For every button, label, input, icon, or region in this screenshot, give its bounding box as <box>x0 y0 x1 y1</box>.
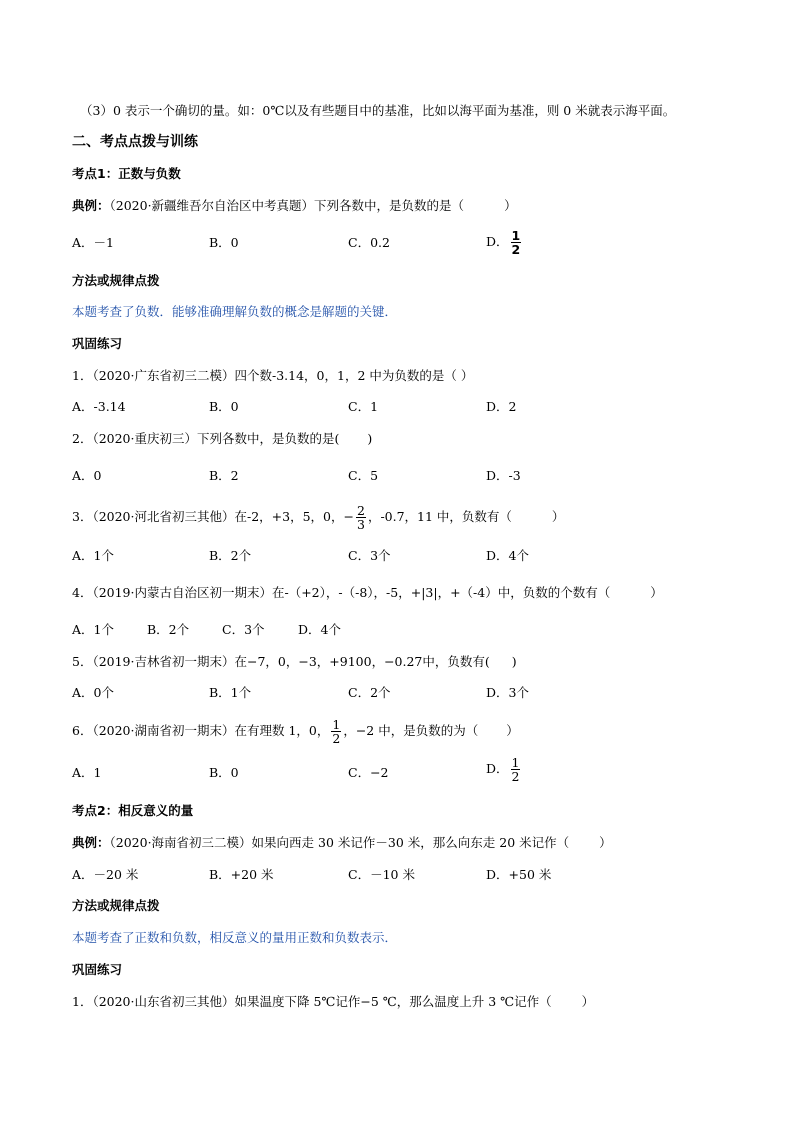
option-c: C．3个 <box>222 622 265 637</box>
option-b: B．1个 <box>209 685 252 700</box>
option-a: A．1 <box>72 765 102 780</box>
example-label: 典例： <box>72 835 110 850</box>
option-c: C．－10 米 <box>348 867 415 882</box>
option-a: A．－1 <box>72 235 114 250</box>
option-c: C．−2 <box>348 765 389 780</box>
option-b: B．+20 米 <box>209 867 274 882</box>
option-b: B．2 <box>209 468 239 483</box>
option-c: C．3个 <box>348 548 391 563</box>
example-close: ） <box>504 198 517 213</box>
option-d: D． $\frac{1}{2}$ <box>486 228 521 257</box>
kp1-practice-title: 巩固练习 <box>72 336 123 351</box>
intro-line: （3）0 表示一个确切的量。如：0℃以及有些题目中的基准，比如以海平面为基准，则 0 米就表示海平面。 <box>80 103 676 118</box>
option-d: D． $\frac{1}{2}$ <box>486 755 520 784</box>
option-d: D．4个 <box>486 548 529 563</box>
option-d: D．3个 <box>486 685 529 700</box>
kp1-example <box>72 198 517 214</box>
option-b: B．0 <box>209 765 239 780</box>
kp1-method-title: 方法或规律点拨 <box>72 273 160 288</box>
example-label: 典例： <box>72 198 110 213</box>
kp2-method-title: 方法或规律点拨 <box>72 898 160 913</box>
option-a: A．1个 <box>72 548 114 563</box>
option-a: A．-3.14 <box>72 399 126 414</box>
example-close: ） <box>599 835 612 850</box>
question-2: 2．（2020·重庆初三）下列各数中，是负数的是( ) <box>72 431 373 446</box>
option-a: A．0 <box>72 468 102 483</box>
option-c: C．0.2 <box>348 235 390 250</box>
question-3: 3．（2020·河北省初三其他）在-2，+3，5，0，− $\frac{2}{3}$ ，-0.7，11 中，负数有（ ） <box>72 503 565 532</box>
kp2-method-text: 本题考查了正数和负数，相反意义的量用正数和负数表示． <box>72 930 398 945</box>
kp1-title: 考点1：正数与负数 <box>72 166 181 181</box>
kp2-example <box>72 835 612 851</box>
option-b: B．0 <box>209 235 239 250</box>
option-b: B．0 <box>209 399 239 414</box>
option-a: A．－20 米 <box>72 867 139 882</box>
kp1-method-text: 本题考查了负数．能够准确理解负数的概念是解题的关键． <box>72 304 398 319</box>
fraction: $\frac{1}{2}$ <box>511 755 520 784</box>
option-a: A．1个 <box>72 622 114 637</box>
option-c: C．5 <box>348 468 379 483</box>
question-5: 5．（2019·吉林省初一期末）在−7，0，−3，+9100，−0.27中，负数有( ) <box>72 654 517 669</box>
example-text: （2020·海南省初三二模）如果向西走 30 米记作－30 米，那么向东走 20 米记作（ <box>109 835 570 850</box>
option-a: A．0个 <box>72 685 114 700</box>
fraction: $\frac{1}{2}$ <box>332 717 341 746</box>
option-c: C．1 <box>348 399 379 414</box>
kp2-title: 考点2：相反意义的量 <box>72 803 194 818</box>
kp2-practice-title: 巩固练习 <box>72 962 123 977</box>
example-text: （2020·新疆维吾尔自治区中考真题）下列各数中，是负数的是（ <box>109 198 465 213</box>
question-1: 1．（2020·广东省初三二模）四个数-3.14，0，1，2 中为负数的是（ ） <box>72 368 474 383</box>
option-b: B．2个 <box>147 622 190 637</box>
option-d: D．+50 米 <box>486 867 552 882</box>
option-d: D．2 <box>486 399 517 414</box>
fraction: $\frac{1}{2}$ <box>511 228 521 257</box>
option-d: D．4个 <box>298 622 341 637</box>
question-4: 4．（2019·内蒙古自治区初一期末）在-（+2），-（-8），-5，+|3|，+（-4）中，负数的个数有（ ） <box>72 585 663 600</box>
option-d: D．-3 <box>486 468 521 483</box>
fraction: $\frac{2}{3}$ <box>356 503 365 532</box>
kp2-question-1: 1．（2020·山东省初三其他）如果温度下降 5℃记作−5 ℃，那么温度上升 3 ℃记作（ ） <box>72 994 595 1009</box>
option-c: C．2个 <box>348 685 391 700</box>
question-6: 6．（2020·湖南省初一期末）在有理数 1，0， $\frac{1}{2}$ ，−2 中，是负数的为（ ） <box>72 717 519 746</box>
option-b: B．2个 <box>209 548 252 563</box>
section-title: 二、考点点拨与训练 <box>72 134 198 150</box>
